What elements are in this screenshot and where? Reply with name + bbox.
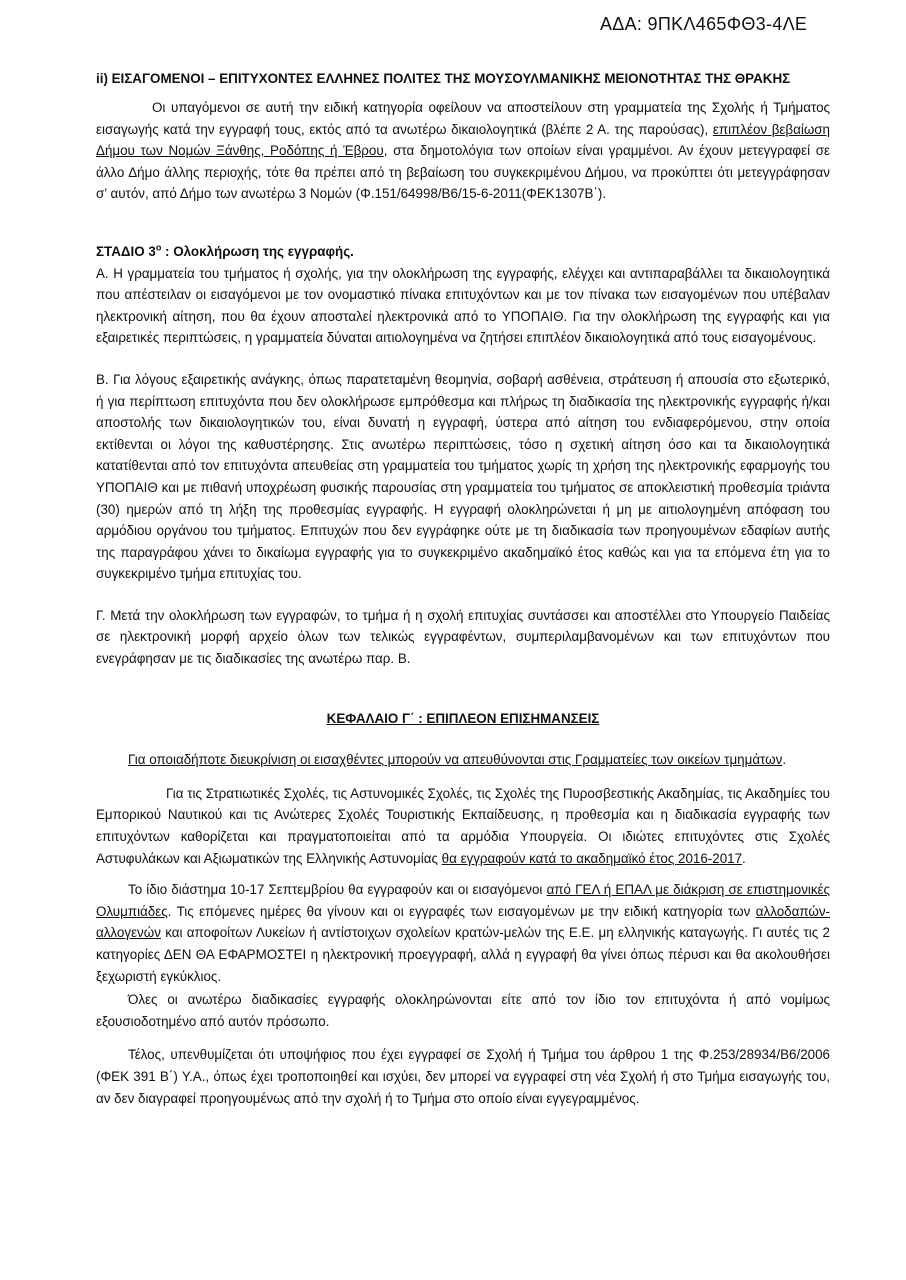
- stage3-paragraph-b: Β. Για λόγους εξαιρετικής ανάγκης, όπως παρατεταμένη θεομηνία, σοβαρή ασθένεια, στράτευση ή απουσία στο εξωτερικό, ή για περίπτωση επιτυχόντα που δεν ολοκλήρωσε εμπρόθεσμα και πλήρως τη διαδικασία της ηλεκτρονικής εγγραφής ή/και αποστολής των δικαιολογητικών του, είναι δυνατή η εγγραφή, ύστερα από αίτηση του ενδιαφερόμενου, στην οποία εκτίθενται οι λόγοι της καθυστέρησης. Στις ανωτέρω περιπτώσεις, τόσο η σχετική αίτηση όσο και τα δικαιολογητικά κατατίθενται από τον επιτυχόντα απευθείας στη γραμματεία του τμήματος χωρίς τη χρήση της ηλεκτρονικής εφαρμογής του ΥΠΟΠΑΙΘ και με πιθανή υποχρέωση φυσικής παρουσίας στη γραμματεία του τμήματος σε αποκλειστική προθεσμία τριάντα (30) ημερών από τη λήξη της προθεσμίας εγγραφής. Η εγγραφή ολοκληρώνεται ή μη με αιτιολογημένη απόφαση του αρμόδιου οργάνου του τμήματος. Επιτυχών που δεν εγγράφηκε ούτε με τη διαδικασία των προηγουμένων εδαφίων αυτής της παραγράφου χάνει το δικαίωμα εγγραφής για το συγκεκριμένο ακαδημαϊκό έτος καθώς και για τα επόμενα έτη για το συγκεκριμένο τμήμα επιτυχίας του.: [96, 371, 830, 582]
- stage3-heading: [96, 241, 830, 263]
- document-page: [96, 68, 830, 1109]
- underlined-text: από ΓΕΛ ή ΕΠΑΛ με διάκριση σε επιστημονικές Ολυμπιάδες: [96, 882, 830, 919]
- stage3-heading-sup: ο: [155, 242, 162, 253]
- stage3-paragraph-a: Α. Η γραμματεία του τμήματος ή σχολής, για την ολοκλήρωση της εγγραφής, ελέγχει και αντιπαραβάλλει τα δικαιολογητικά που απέστειλαν οι εισαγόμενοι με τον ονομαστικό πίνακα επιτυχόντων και με τον πίνακα των εισαγομένων που υπέβαλαν ηλεκτρονική αίτηση, που θα έχουν αποσταλεί ηλεκτρονικά από το ΥΠΟΠΑΙΘ. Για την ολοκλήρωση της εγγραφής και για εξαιρετικές περιπτώσεις, η γραμματεία δύναται αιτιολογημένα να ζητήσει επιπλέον δικαιολογητικά από τους εισαγομένους.: [96, 265, 830, 346]
- ada-code: ΑΔΑ: 9ΠΚΛ465ΦΘ3-4ΛΕ: [600, 14, 808, 34]
- stage3-paragraph-c: Γ. Μετά την ολοκλήρωση των εγγραφών, το τμήμα ή η σχολή επιτυχίας συντάσσει και αποστέλλει στο Υπουργείο Παιδείας σε ηλεκτρονική μορφή αρχείο όλων των τελικώς εγγραφέντων, συμπεριλαμβανομένων και των επιτυχόντων που ενεγράφησαν με τις διαδικασίες της ανωτέρω παρ. Β.: [96, 607, 830, 667]
- text-run: Οι υπαγόμενοι σε αυτή την ειδική κατηγορία οφείλουν να αποστείλουν στη γραμματεία της Σχολής ή Τμήματος εισαγωγής κατά την εγγραφή τους, εκτός από τα ανωτέρω δικαιολογητικά (βλέπε 2 Α. της παρούσας),: [96, 100, 830, 137]
- underlined-text: αλλοδαπών-αλλογενών: [96, 903, 830, 941]
- section-ii-heading: ii) ΕΙΣΑΓΟΜΕΝΟΙ – ΕΠΙΤΥΧΟΝΤΕΣ ΕΛΛΗΝΕΣ ΠΟΛΙΤΕΣ ΤΗΣ ΜΟΥΣΟΥΛΜΑΝΙΚΗΣ ΜΕΙΟΝΟΤΗΤΑΣ ΤΗΣ ΘΡΑΚΗΣ: [96, 71, 791, 86]
- stage3-heading-title: : Ολοκλήρωση της εγγραφής.: [161, 243, 354, 259]
- chapter-c-paragraph-3: [96, 879, 830, 987]
- chapter-c-heading: ΚΕΦΑΛΑΙΟ Γ΄ : ΕΠΙΠΛΕΟΝ ΕΠΙΣΗΜΑΝΣΕΙΣ: [326, 710, 600, 726]
- text-run: .: [742, 850, 746, 866]
- section-ii-paragraph: [96, 97, 830, 205]
- text-run: , στα δημοτολόγια των οποίων είναι γραμμένοι. Αν έχουν μετεγγραφεί σε άλλο Δήμο άλλης περιοχής, τότε θα πρέπει από τη βεβαίωση του συγκεκριμένου Δήμου, να προκύπτει ότι μετεγγράφησαν σ’ αυτόν, από Δήμο των ανωτέρω 3 Νομών (Φ.151/64998/Β6/15-6-2011(ΦΕΚ1307Β΄).: [96, 143, 830, 202]
- chapter-c-paragraph-5: Τέλος, υπενθυμίζεται ότι υποψήφιος που έχει εγγραφεί σε Σχολή ή Τμήμα του άρθρου 1 της Φ.253/28934/Β6/2006 (ΦΕΚ 391 Β΄) Υ.Α., όπως έχει τροποποιηθεί και ισχύει, δεν μπορεί να εγγραφεί στη νέα Σχολή ή στο Τμήμα εισαγωγής του, αν δεν διαγραφεί προηγουμένως από την σχολή ή το Τμήμα στο οποίο είναι εγγεγραμμένος.: [96, 1047, 830, 1106]
- text-run: Το ίδιο διάστημα 10-17 Σεπτεμβρίου θα εγγραφούν και οι εισαγόμενοι: [128, 882, 547, 898]
- underlined-text: θα εγγραφούν κατά το ακαδημαϊκό έτος 2016-2017: [441, 850, 743, 866]
- underlined-text: επιπλέον βεβαίωση Δήμου των Νομών Ξάνθης, Ροδόπης ή Έβρου: [96, 121, 830, 159]
- text-run: και αποφοίτων Λυκείων ή αντίστοιχων σχολείων κρατών-μελών της Ε.Ε. μη ελληνικής καταγωγής. Γι αυτές τις 2 κατηγορίες ΔΕΝ ΘΑ ΕΦΑΡΜΟΣΤΕΙ η ηλεκτρονική προεγγραφή, αλλά η εγγραφή θα γίνει όπως πέρυσι και θα ακολουθήσει ξεχωριστή εγκύκλιος.: [96, 925, 830, 984]
- stage3-heading-text: ΣΤΑΔΙΟ 3: [96, 243, 156, 259]
- underlined-text: Για οποιαδήποτε διευκρίνιση οι εισαχθέντες μπορούν να απευθύνονται στις Γραμματείες των οικείων τμημάτων: [128, 752, 783, 768]
- chapter-c-paragraph-4: Όλες οι ανωτέρω διαδικασίες εγγραφής ολοκληρώνονται είτε από τον ίδιο τον επιτυχόντα ή από νομίμως εξουσιοδοτημένο από αυτόν πρόσωπο.: [96, 992, 830, 1029]
- text-run: . Τις επόμενες ημέρες θα γίνουν και οι εγγραφές των εισαγομένων με την ειδική κατηγορία των: [167, 903, 756, 919]
- chapter-c-paragraph-1: [96, 749, 830, 771]
- text-run: Για τις Στρατιωτικές Σχολές, τις Αστυνομικές Σχολές, τις Σχολές της Πυροσβεστικής Ακαδημίας, τις Ακαδημίες του Εμπορικού Ναυτικού και τις Ανώτερες Σχολές Τουριστικής Εκπαίδευσης, η προθεσμία και η διαδικασία εγγραφής των επιτυχόντων καθορίζεται και πραγματοποιείται από τα αρμόδια Υπουργεία. Οι ιδιώτες επιτυχόντες στις Σχολές Αστυφυλάκων και Αξιωματικών της Ελληνικής Αστυνομίας: [96, 785, 830, 866]
- text-run: .: [782, 752, 787, 768]
- chapter-c-paragraph-2: [96, 783, 830, 869]
